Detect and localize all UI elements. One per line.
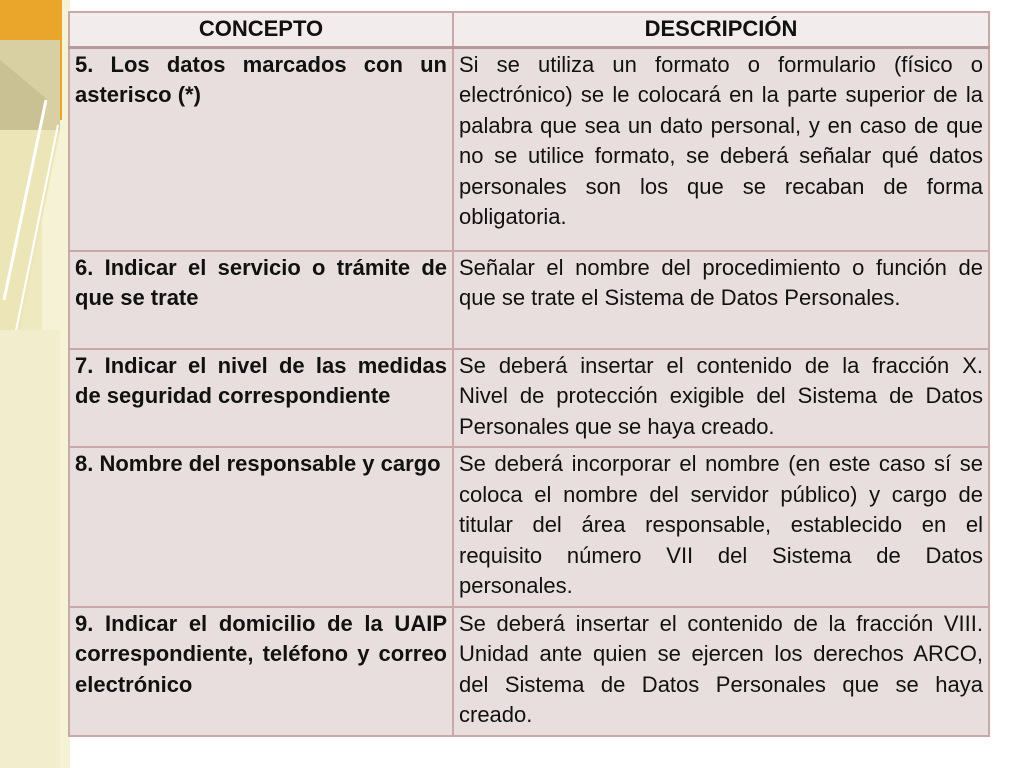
table-row	[69, 447, 989, 607]
table-header-row	[69, 12, 989, 47]
concept-cell: 6. Indicar el servicio o trámite de que se trate	[69, 251, 453, 349]
table-row	[69, 607, 989, 736]
concept-column-header: CONCEPTO	[69, 12, 453, 47]
table-row	[69, 349, 989, 448]
table-row	[69, 251, 989, 349]
description-column-header: DESCRIPCIÓN	[453, 12, 989, 47]
description-cell: Si se utiliza un formato o formulario (físico o electrónico) se le colocará en la parte superior de la palabra que sea un dato personal, y en caso de que no se utilice formato, se deberá señalar qué datos personales son los que se recaban de forma obligatoria.	[453, 47, 989, 251]
concept-description-table	[68, 11, 990, 737]
description-cell: Señalar el nombre del procedimiento o función de que se trate el Sistema de Datos Personales.	[453, 251, 989, 349]
description-cell: Se deberá insertar el contenido de la fracción X. Nivel de protección exigible del Sistema de Datos Personales que se haya creado.	[453, 349, 989, 448]
description-cell: Se deberá incorporar el nombre (en este caso sí se coloca el nombre del servidor público) y cargo de titular del área responsable, establecido en el requisito número VII del Sistema de Datos personales.	[453, 447, 989, 607]
table-row	[69, 47, 989, 251]
description-cell: Se deberá insertar el contenido de la fracción VIII. Unidad ante quien se ejercen los derechos ARCO, del Sistema de Datos Personales que se haya creado.	[453, 607, 989, 736]
concept-cell: 7. Indicar el nivel de las medidas de seguridad correspondiente	[69, 349, 453, 448]
concept-cell: 8. Nombre del responsable y cargo	[69, 447, 453, 607]
decorative-border-graphic	[0, 0, 70, 768]
concept-cell: 5. Los datos marcados con un asterisco (*)	[69, 47, 453, 251]
concept-cell: 9. Indicar el domicilio de la UAIP correspondiente, teléfono y correo electrónico	[69, 607, 453, 736]
